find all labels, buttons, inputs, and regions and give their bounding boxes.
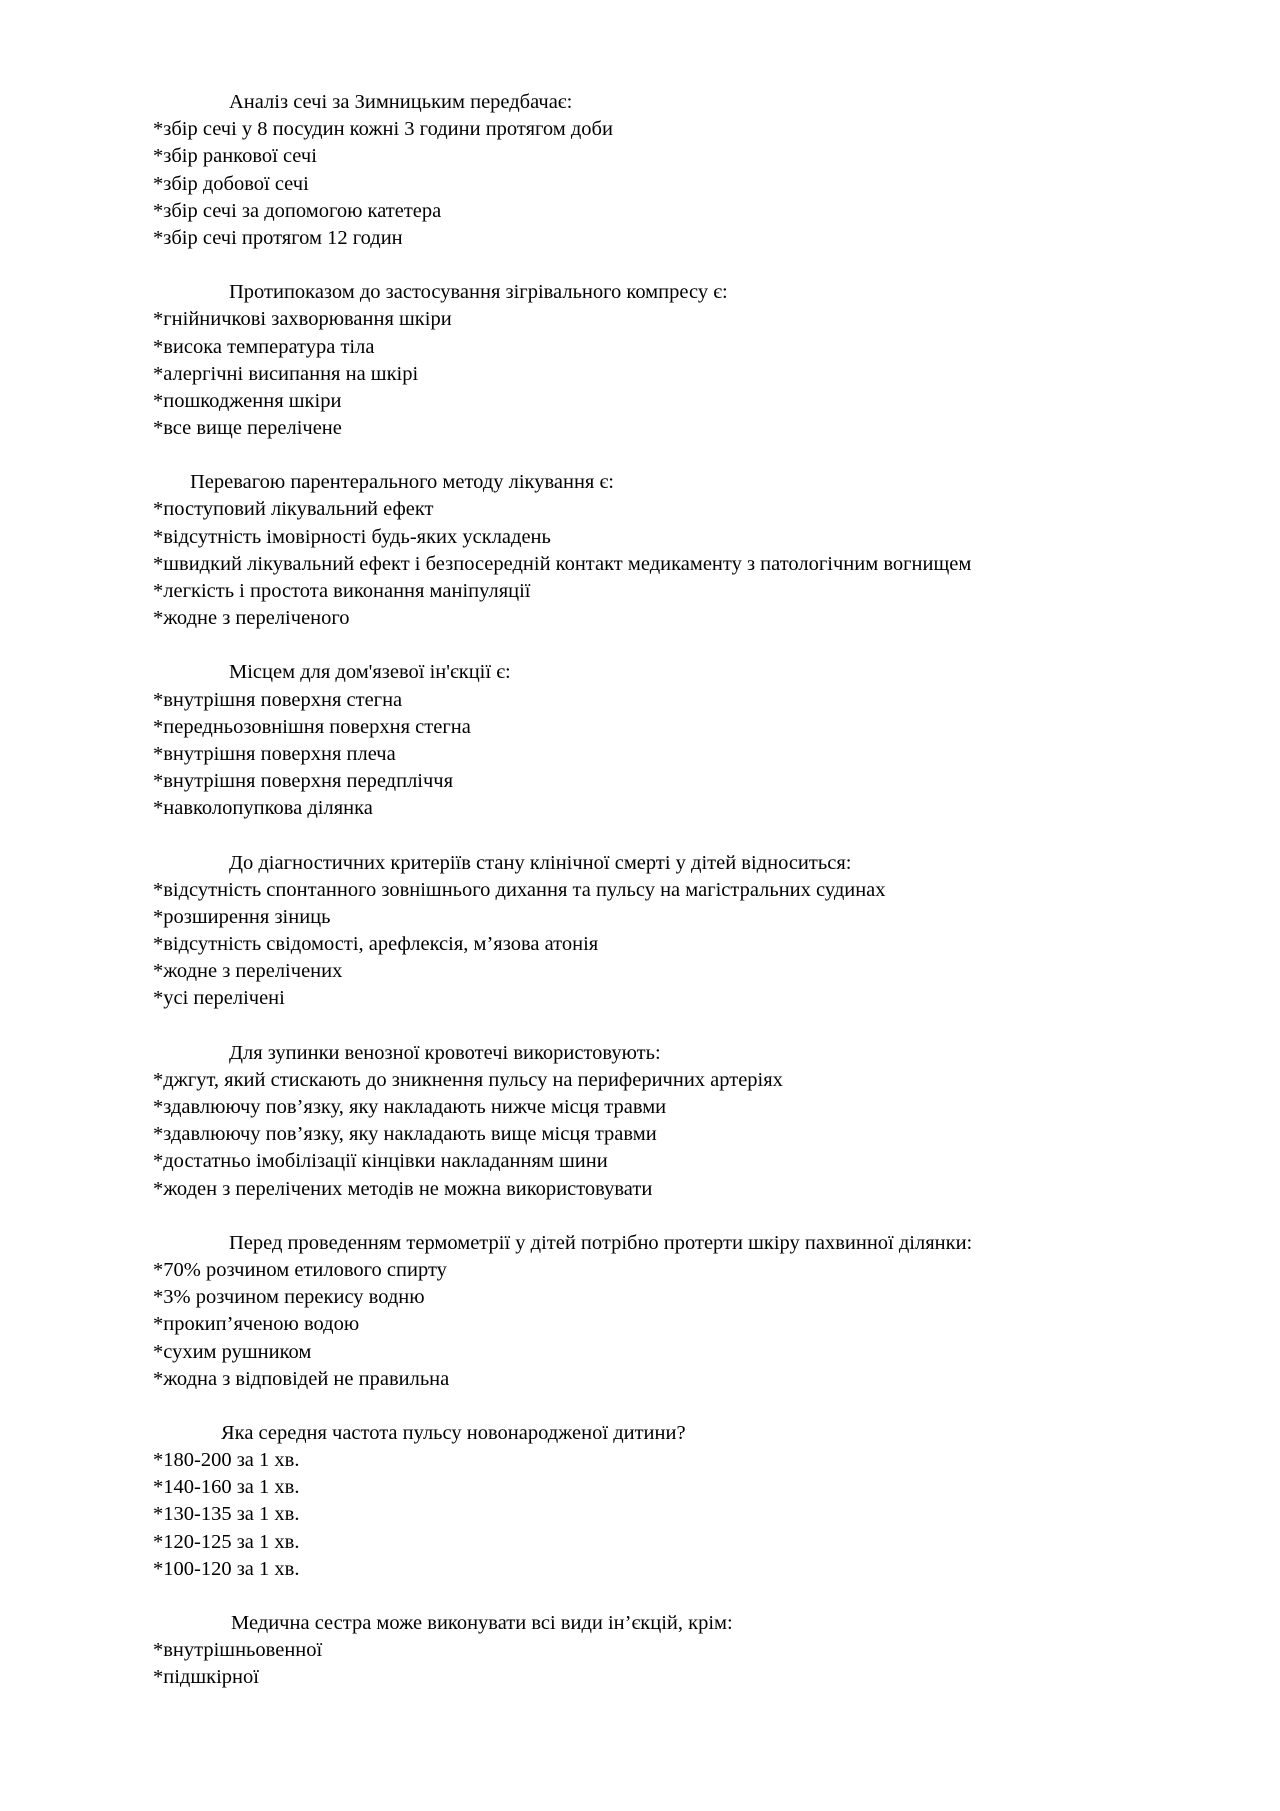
question-text: Для зупинки венозної кровотечі використовують: [229,1041,661,1064]
answer-option: *жоден з перелічених методів не можна використовувати [153,1177,653,1200]
answer-option: *внутрішня поверхня передпліччя [153,770,454,793]
answer-option: *жодне з перелічених [153,960,343,983]
question-block-8 [153,1420,1263,1583]
answer-option: *швидкий лікувальний ефект і безпосередній контакт медикаменту з патологічним вогнищем [153,552,972,575]
answer-option: *внутрішня поверхня стегна [153,688,403,711]
answer-option: *збір ранкової сечі [153,145,317,168]
answer-option: *передньозовнішня поверхня стегна [153,715,471,738]
answer-option: *130-135 за 1 хв. [153,1503,300,1526]
question-block-7 [153,1230,1263,1393]
question-text: Яка середня частота пульсу новонародженої дитини? [221,1421,686,1444]
question-text: Місцем для дом'язевої ін'єкції є: [229,661,511,684]
answer-option: *відсутність імовірності будь-яких ускладень [153,525,551,548]
answer-option: *3% розчином перекису водню [153,1286,425,1309]
answer-option: *здавлюючу пов’язку, яку накладають вище місця травми [153,1123,657,1146]
answer-option: *збір сечі за допомогою катетера [153,199,442,222]
question-text: Медична сестра може виконувати всі види ін’єкцій, крім: [231,1612,733,1634]
question-block-3 [153,469,1263,632]
answer-option: *внутрішня поверхня плеча [153,742,396,765]
question-block-1 [153,89,1263,252]
answer-option: *збір добової сечі [153,172,309,195]
answer-option: *збір сечі у 8 посудин кожні 3 години протягом доби [153,118,613,141]
question-block-9 [153,1610,1263,1692]
answer-option: *70% розчином етилового спирту [153,1258,447,1281]
answer-option: *пошкодження шкіри [153,389,342,412]
question-block-6 [153,1040,1263,1203]
question-block-2 [153,279,1263,442]
answer-option: *достатньо імобілізації кінцівки накладанням шини [153,1150,608,1173]
answer-option: *легкість і простота виконання маніпуляції [153,580,531,602]
answer-option: *збір сечі протягом 12 годин [153,226,403,249]
answer-option: *відсутність спонтанного зовнішнього дихання та пульсу на магістральних судинах [153,878,886,901]
answer-option: *навколопупкова ділянка [153,797,373,820]
answer-option: *джгут, який стискають до зникнення пульсу на периферичних артеріях [153,1068,783,1091]
answer-option: *180-200 за 1 хв. [153,1449,300,1472]
answer-option: *100-120 за 1 хв. [153,1557,300,1580]
answer-option: *гнійничкові захворювання шкіри [153,308,452,331]
question-text: Перед проведенням термометрії у дітей потрібно протерти шкіру пахвинної ділянки: [229,1231,973,1254]
question-text: Аналіз сечі за Зимницьким передбачає: [229,91,573,113]
answer-option: *відсутність свідомості, арефлексія, м’язова атонія [153,933,599,956]
answer-option: *здавлюючу пов’язку, яку накладають нижче місця травми [153,1096,667,1118]
answer-option: *усі перелічені [153,987,285,1010]
answer-option: *розширення зіниць [153,905,331,928]
answer-option: *прокип’яченою водою [153,1313,360,1336]
answer-option: *підшкірної [153,1666,259,1689]
answer-option: *120-125 за 1 хв. [153,1530,300,1553]
question-text: Перевагою парентерального методу лікування є: [190,471,614,494]
question-text: До діагностичних критеріїв стану клінічної смерті у дітей відноситься: [229,851,852,874]
answer-option: *все вище перелічене [153,417,342,440]
answer-option: *жодна з відповідей не правильна [153,1367,450,1390]
question-list [153,89,1263,1719]
answer-option: *поступовий лікувальний ефект [153,498,434,521]
answer-option: *жодне з переліченого [153,607,350,630]
question-block-5 [153,850,1263,1013]
answer-option: *внутрішньовенної [153,1639,323,1662]
answer-option: *висока температура тіла [153,335,375,358]
question-text: Протипоказом до застосування зігрівального компресу є: [229,281,728,304]
answer-option: *сухим рушником [153,1340,312,1363]
question-block-4 [153,659,1263,822]
answer-option: *алергічні висипання на шкірі [153,362,419,385]
answer-option: *140-160 за 1 хв. [153,1476,300,1499]
